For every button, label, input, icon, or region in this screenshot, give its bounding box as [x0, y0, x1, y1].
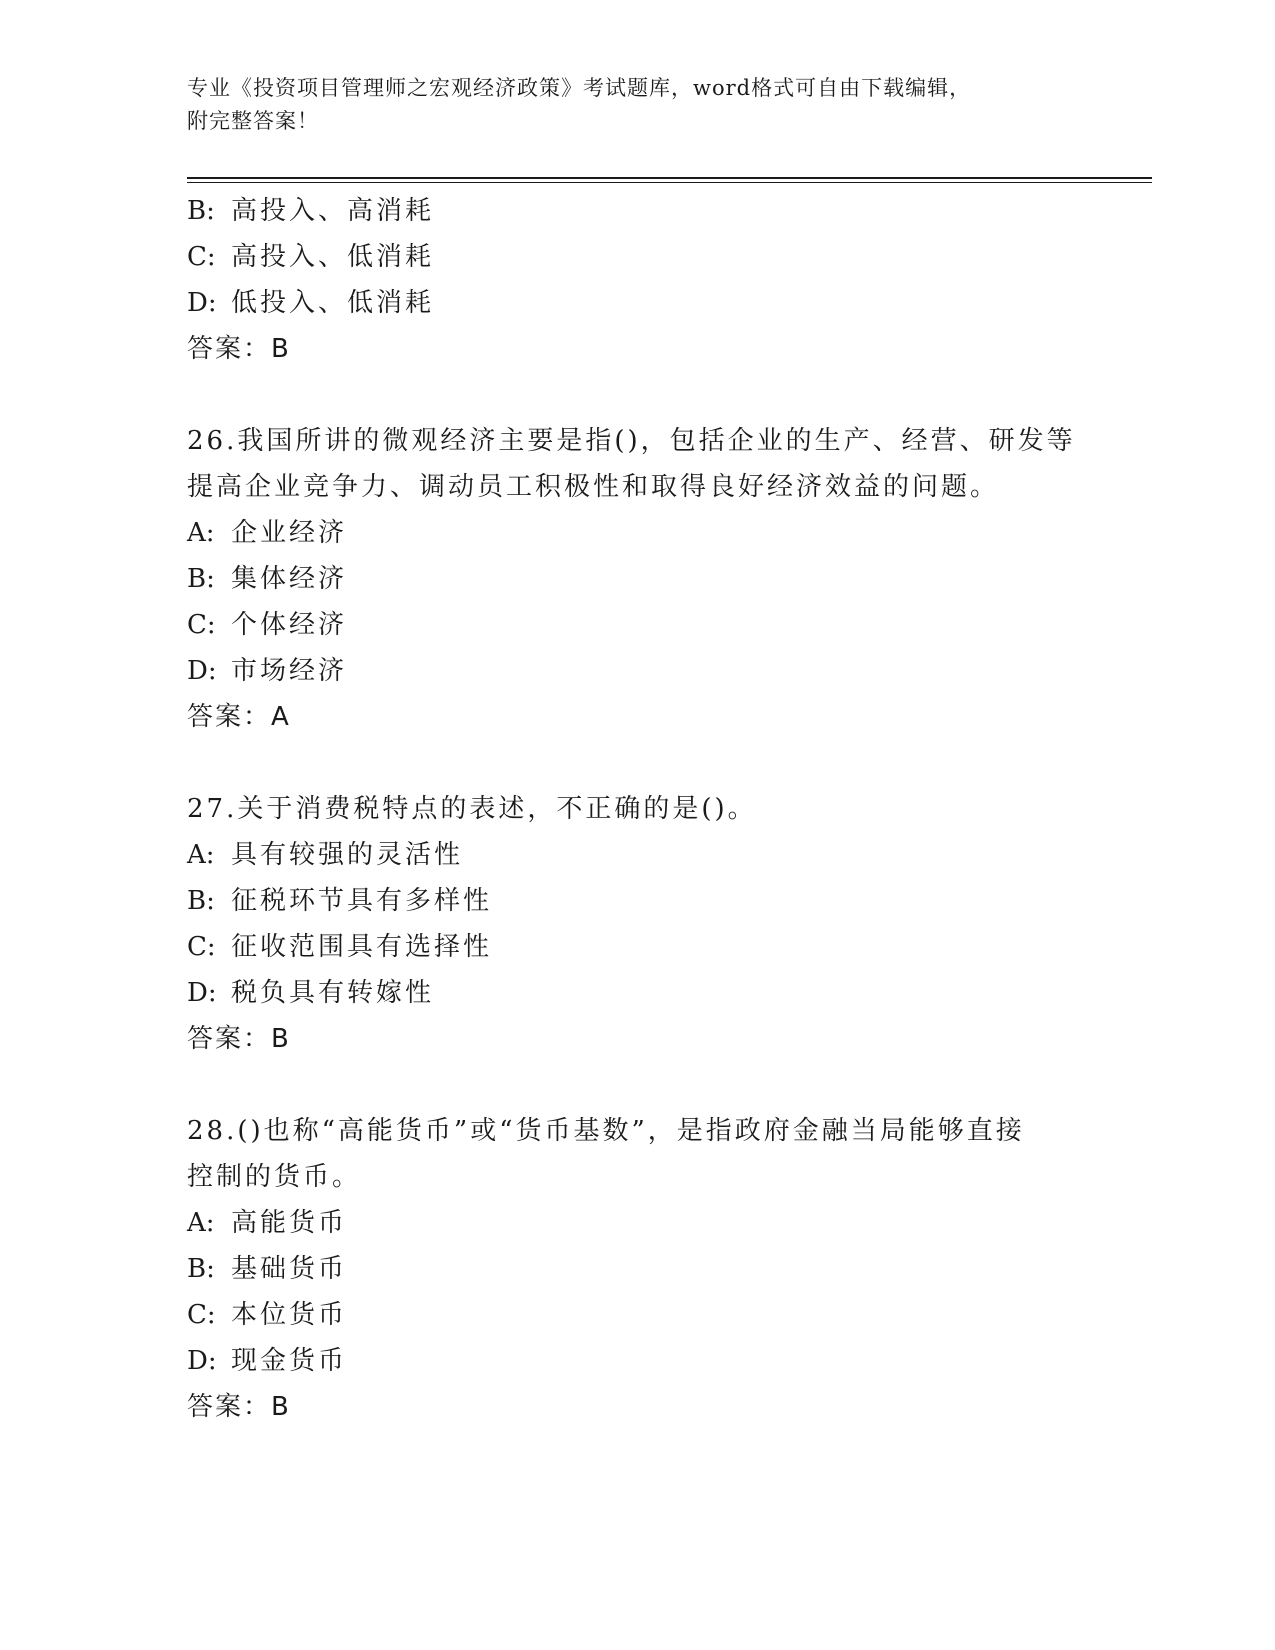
header-divider-thick — [187, 177, 1152, 179]
answer: 答案：B — [187, 334, 291, 364]
question-list — [187, 188, 1087, 1430]
question-stem-line-1: 27.关于消费税特点的表述，不正确的是()。 — [187, 794, 757, 824]
option-c: C: 本位货币 — [187, 1300, 348, 1330]
option-a: A: 企业经济 — [187, 518, 348, 548]
option-d: D: 市场经济 — [187, 656, 348, 686]
document-header — [187, 72, 1067, 138]
option-a: A: 具有较强的灵活性 — [187, 840, 464, 870]
spacer — [187, 740, 1087, 786]
option-c: C: 征收范围具有选择性 — [187, 932, 493, 962]
question-28 — [187, 1108, 1087, 1430]
answer: 答案：B — [187, 1392, 291, 1422]
spacer — [187, 372, 1087, 418]
question-25-continued — [187, 188, 1087, 372]
header-divider-thin — [187, 182, 1152, 183]
option-d: D: 税负具有转嫁性 — [187, 978, 435, 1008]
question-stem-line-2: 控制的货币。 — [187, 1162, 362, 1192]
answer: 答案：A — [187, 702, 291, 732]
header-line-2: 附完整答案！ — [187, 109, 319, 133]
option-d: D: 现金货币 — [187, 1346, 348, 1376]
question-26 — [187, 418, 1087, 740]
answer: 答案：B — [187, 1024, 291, 1054]
option-a: A: 高能货币 — [187, 1208, 348, 1238]
question-27 — [187, 786, 1087, 1062]
question-stem-line-1: 28.()也称“高能货币”或“货币基数”，是指政府金融当局能够直接 — [187, 1116, 1025, 1146]
option-b: B: 基础货币 — [187, 1254, 348, 1284]
question-stem-line-2: 提高企业竞争力、调动员工积极性和取得良好经济效益的问题。 — [187, 472, 1000, 502]
option-c: C: 个体经济 — [187, 610, 348, 640]
question-stem — [187, 786, 1087, 832]
option-b: B: 征税环节具有多样性 — [187, 886, 493, 916]
option-c: C: 高投入、低消耗 — [187, 242, 435, 272]
question-stem — [187, 1108, 1087, 1200]
option-b: B: 高投入、高消耗 — [187, 196, 435, 226]
question-stem-line-1: 26.我国所讲的微观经济主要是指()，包括企业的生产、经营、研发等 — [187, 426, 1076, 456]
header-line-1: 专业《投资项目管理师之宏观经济政策》考试题库，word格式可自由下载编辑， — [187, 76, 972, 100]
question-stem — [187, 418, 1087, 510]
option-b: B: 集体经济 — [187, 564, 348, 594]
spacer — [187, 1062, 1087, 1108]
option-d: D: 低投入、低消耗 — [187, 288, 435, 318]
